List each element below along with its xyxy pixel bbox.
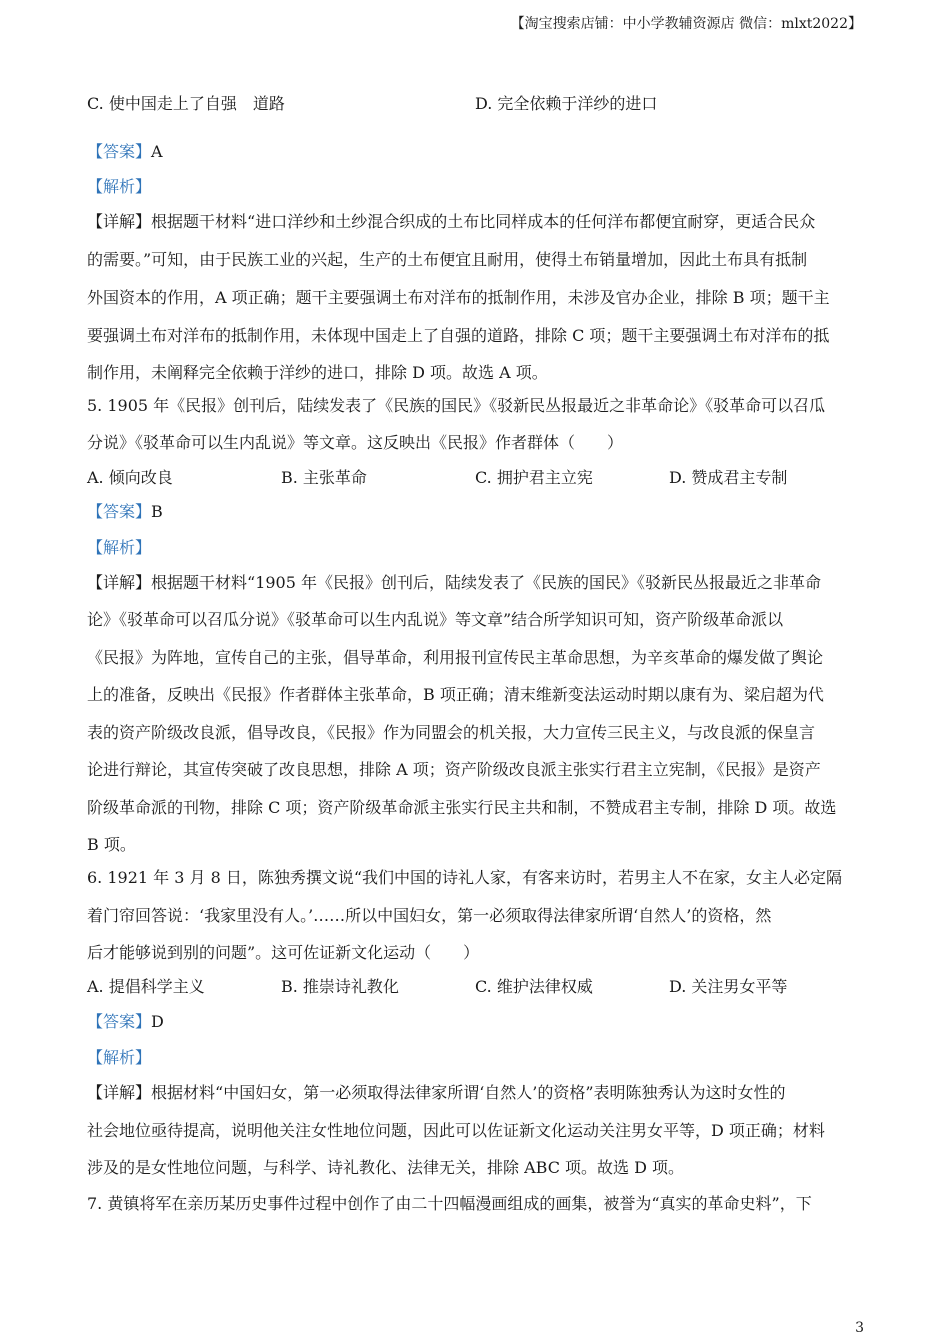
stem-line: 6. 1921 年 3 月 8 日，陈独秀撰文说“我们中国的诗礼人家，有客来访时，若男主人不在家，女主人必定隔: [87, 868, 843, 887]
q4-option-c: C. 使中国走上了自强 道路: [87, 94, 285, 113]
detail-line: 根据题干材料“进口洋纱和土纱混合织成的土布比同样成本的任何洋布都便宜耐穿，更适合民众: [151, 212, 816, 231]
q4-options: [87, 93, 863, 114]
q5-options: [87, 467, 863, 488]
q6-options: [87, 976, 863, 997]
answer-tag: 【答案】: [87, 1012, 152, 1031]
page-header: 【淘宝搜索店铺：中小学教辅资源店 微信：mlxt2022】: [510, 16, 862, 32]
stem-line: 5. 1905 年《民报》创刊后，陆续发表了《民族的国民》《驳新民丛报最近之非革命论》《驳革命可以召瓜: [87, 396, 826, 415]
detail-line: 阶级革命派的刊物，排除 C 项；资产阶级革命派主张实行民主共和制，不赞成君主专制，排除 D 项。故选: [87, 798, 837, 817]
page-number: 3: [855, 1320, 864, 1336]
q5-option-d: D. 赞成君主专制: [669, 468, 788, 487]
q4-analysis-tag: 【解析】: [87, 177, 152, 196]
answer-tag: 【答案】: [87, 502, 152, 521]
detail-tag: 【详解】: [87, 1083, 152, 1102]
detail-line: 论进行辩论，其宣传突破了改良思想，排除 A 项；资产阶级改良派主张实行君主立宪制，《民报》是资产: [87, 760, 821, 779]
q6-analysis-tag: 【解析】: [87, 1048, 152, 1067]
q6-answer: [87, 1011, 164, 1032]
q6-option-a: A. 提倡科学主义: [87, 977, 205, 996]
detail-line: 根据材料“中国妇女，第一必须取得法律家所谓‘自然人’的资格”表明陈独秀认为这时女性的: [151, 1083, 786, 1102]
q5-option-a: A. 倾向改良: [87, 468, 173, 487]
detail-line: 《民报》为阵地，宣传自己的主张，倡导革命，利用报刊宣传民主革命思想，为辛亥革命的爆发做了舆论: [87, 648, 824, 667]
q6-detail: [87, 1082, 825, 1178]
q6-option-c: C. 维护法律权威: [475, 977, 593, 996]
stem-line: 着门帘回答说：‘我家里没有人。’……所以中国妇女，第一必须取得法律家所谓‘自然人’的资格，然: [87, 906, 772, 925]
q6-option-b: B. 推崇诗礼教化: [281, 977, 399, 996]
answer-value: D: [151, 1012, 164, 1031]
q5-detail: [87, 572, 836, 855]
answer-tag: 【答案】: [87, 142, 152, 161]
q5-analysis-tag: 【解析】: [87, 538, 152, 557]
q5-option-b: B. 主张革命: [281, 468, 367, 487]
detail-tag: 【详解】: [87, 573, 152, 592]
detail-line: 制作用，未阐释完全依赖于洋纱的进口，排除 D 项。故选 A 项。: [87, 363, 548, 382]
detail-line: 的需要。”可知，由于民族工业的兴起，生产的土布便宜且耐用，使得土布销量增加，因此土布具有抵制: [87, 250, 808, 269]
stem-line: 分说》《驳革命可以生内乱说》等文章。这反映出《民报》作者群体（ ）: [87, 433, 624, 452]
q5-stem: [87, 395, 825, 453]
detail-line: 外国资本的作用，A 项正确；题干主要强调土布对洋布的抵制作用，未涉及官办企业，排除 B 项；题干主: [87, 288, 830, 307]
answer-value: A: [151, 142, 163, 161]
q4-answer: [87, 141, 163, 162]
detail-line: 根据题干材料“1905 年《民报》创刊后，陆续发表了《民族的国民》《驳新民丛报最近之非革命: [151, 573, 822, 592]
detail-line: 上的准备，反映出《民报》作者群体主张革命，B 项正确；清末维新变法运动时期以康有为、梁启超为代: [87, 685, 824, 704]
detail-tag: 【详解】: [87, 212, 152, 231]
q6-stem: [87, 867, 842, 963]
q6-option-d: D. 关注男女平等: [669, 977, 788, 996]
q5-answer: [87, 501, 163, 522]
detail-line: B 项。: [87, 835, 136, 854]
answer-value: B: [151, 502, 163, 521]
q7-stem: 7. 黄镇将军在亲历某历史事件过程中创作了由二十四幅漫画组成的画集，被誉为“真实的革命史料”，下: [87, 1194, 812, 1213]
q5-option-c: C. 拥护君主立宪: [475, 468, 593, 487]
detail-line: 表的资产阶级改良派，倡导改良，《民报》作为同盟会的机关报，大力宣传三民主义，与改良派的保皇言: [87, 723, 816, 742]
detail-line: 涉及的是女性地位问题，与科学、诗礼教化、法律无关，排除 ABC 项。故选 D 项。: [87, 1158, 685, 1177]
q4-detail: [87, 211, 830, 383]
detail-line: 社会地位亟待提高，说明他关注女性地位问题，因此可以佐证新文化运动关注男女平等，D 项正确；材料: [87, 1121, 825, 1140]
stem-line: 后才能够说到别的问题”。这可佐证新文化运动（ ）: [87, 943, 480, 962]
detail-line: 要强调土布对洋布的抵制作用，未体现中国走上了自强的道路，排除 C 项；题干主要强调土布对洋布的抵: [87, 326, 830, 345]
detail-line: 论》《驳革命可以召瓜分说》《驳革命可以生内乱说》等文章”结合所学知识可知，资产阶级革命派以: [87, 610, 784, 629]
q4-option-d: D. 完全依赖于洋纱的进口: [475, 94, 658, 113]
